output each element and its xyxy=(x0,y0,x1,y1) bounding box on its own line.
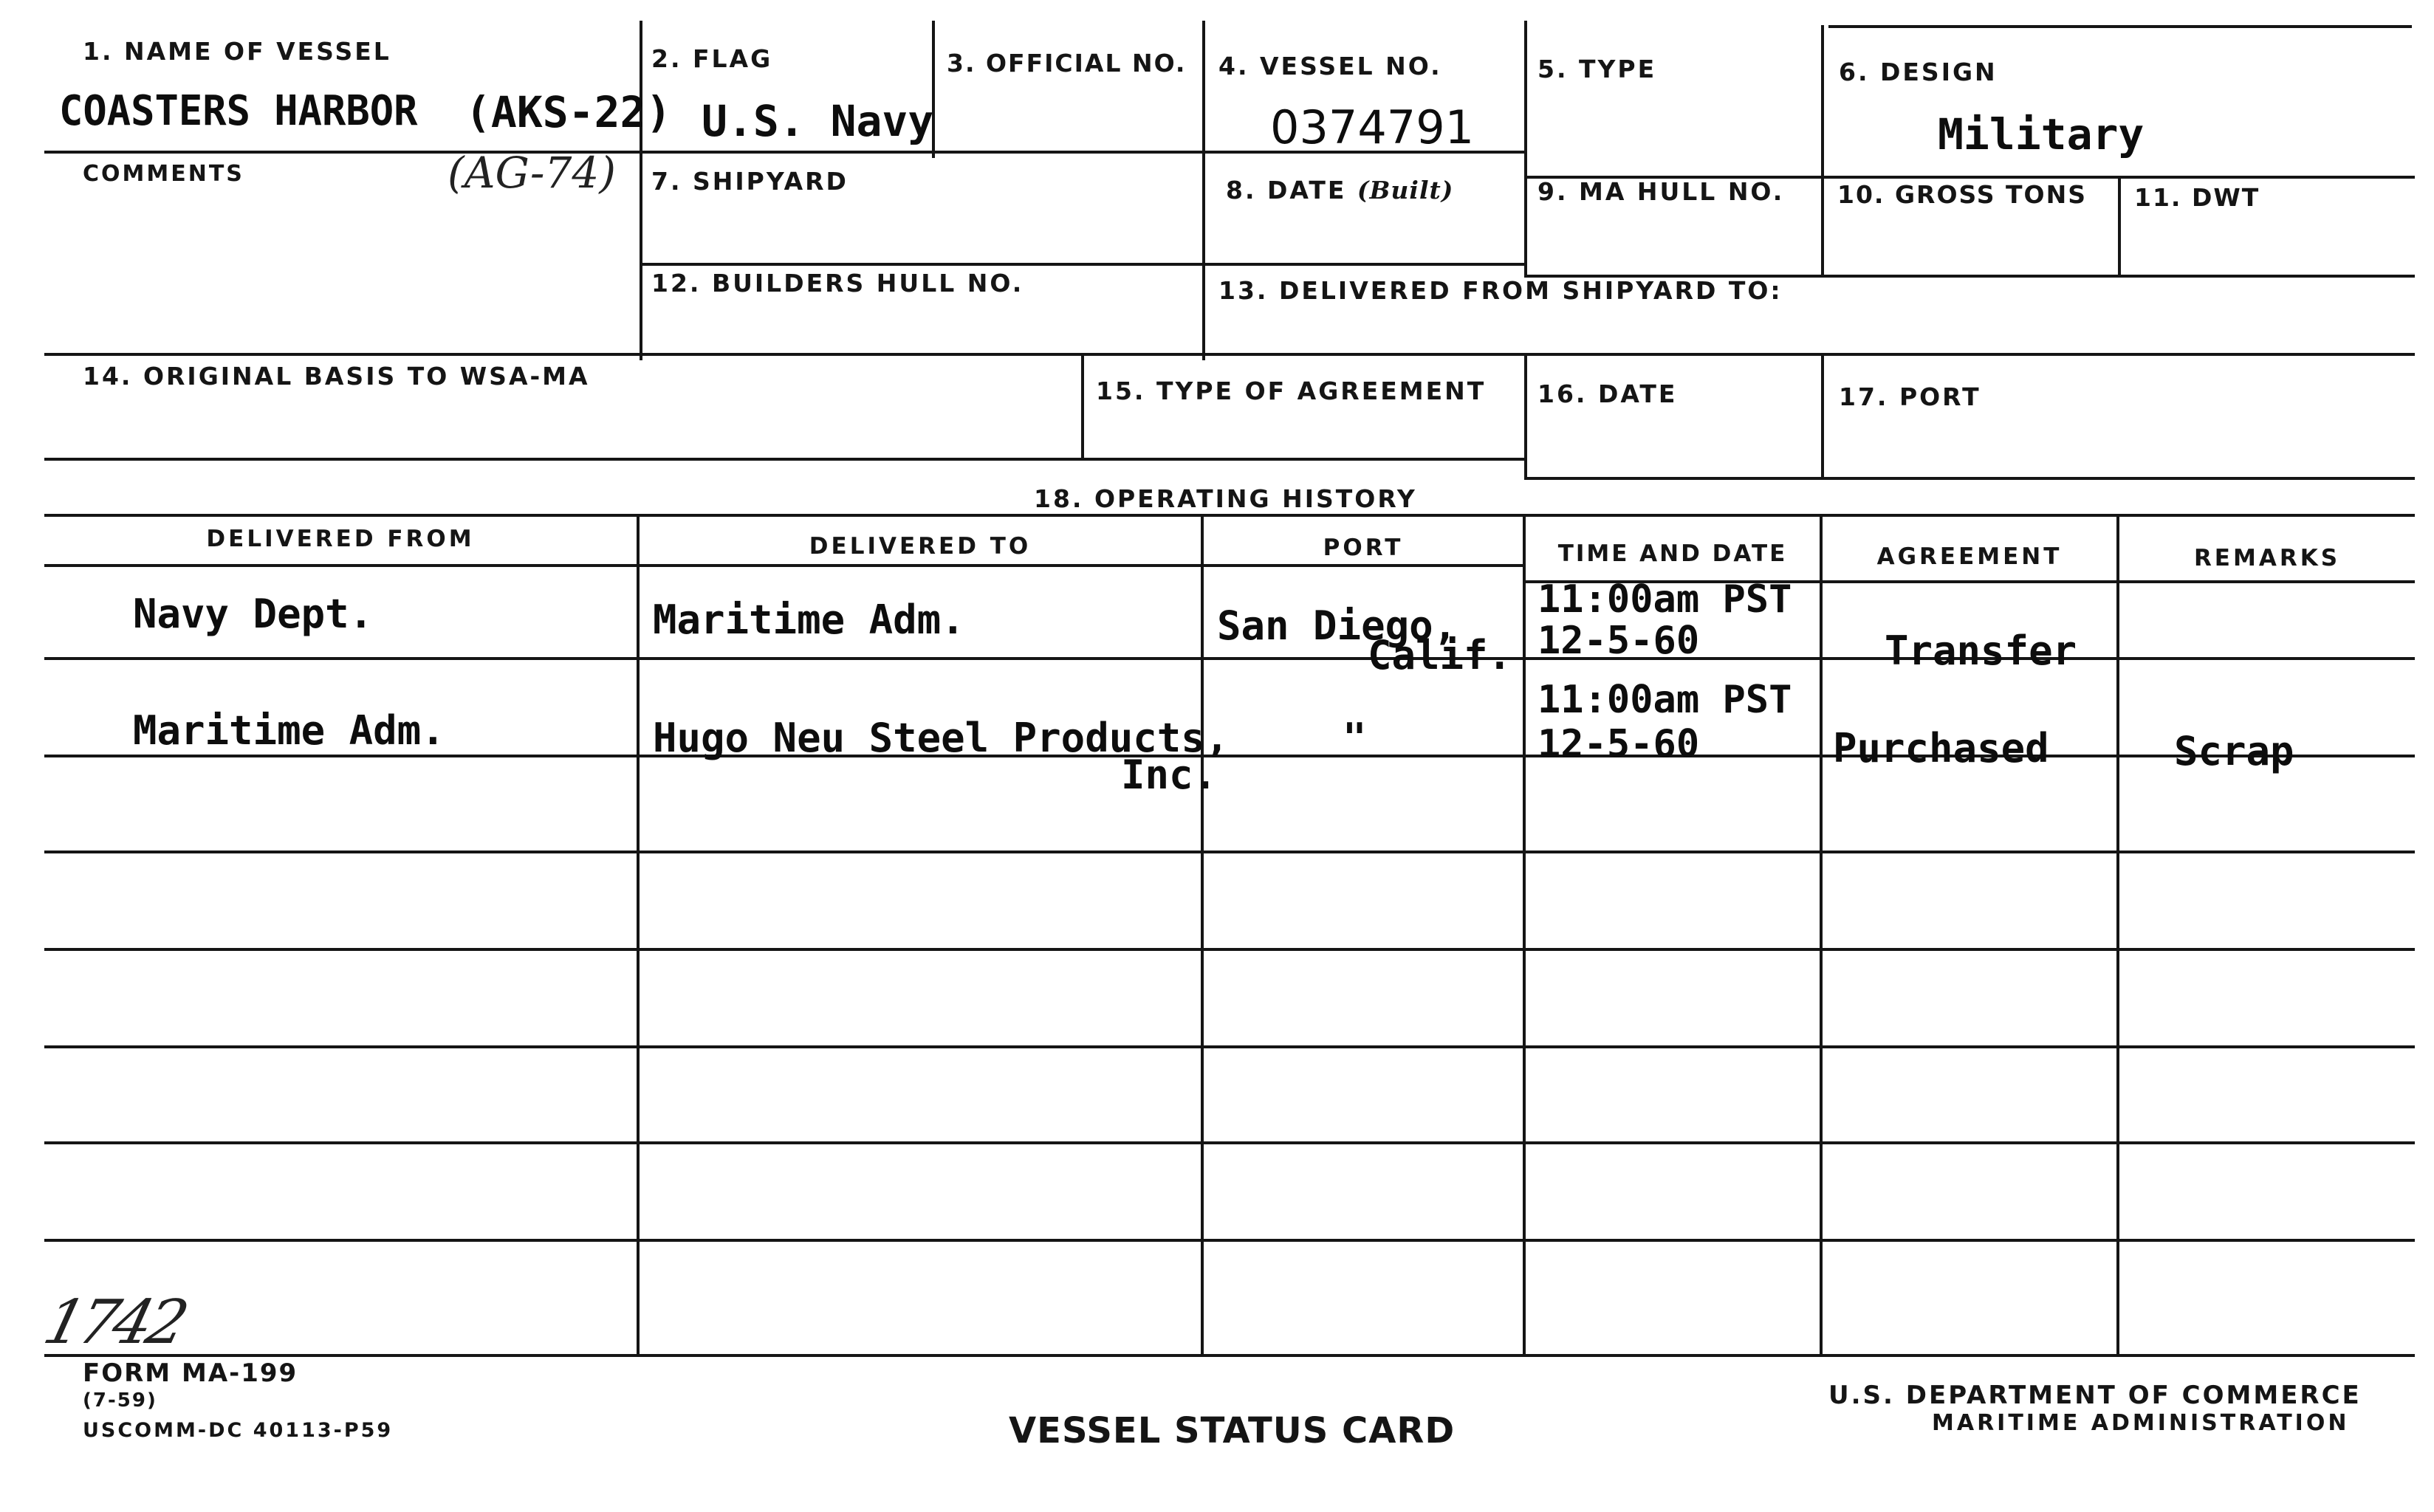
col-rule-hist-3 xyxy=(1523,514,1526,1355)
label-dwt: 11. DWT xyxy=(2134,183,2260,212)
label-shipyard: 7. SHIPYARD xyxy=(651,167,849,196)
label-builders-hull-no: 12. BUILDERS HULL NO. xyxy=(651,269,1024,298)
label-date-built xyxy=(1226,176,1453,205)
column-header-delivered-to: DELIVERED TO xyxy=(809,533,1032,560)
col-rule-type xyxy=(1524,21,1527,275)
label-vessel-no: 4. VESSEL NO. xyxy=(1218,52,1442,80)
form-date: (7-59) xyxy=(83,1389,157,1412)
rule-history-title xyxy=(44,514,2415,517)
col-rule-hist-5 xyxy=(2116,514,2119,1355)
col-rule-vessel-no xyxy=(1202,21,1205,360)
col-rule-port17 xyxy=(1821,353,1824,477)
rule-row4-bottom-left xyxy=(44,458,1526,461)
label-date-built-note: (Built) xyxy=(1357,176,1454,205)
rule-history-row-5 xyxy=(44,1045,2415,1048)
label-port-17: 17. PORT xyxy=(1839,382,1981,411)
label-type: 5. TYPE xyxy=(1537,55,1657,83)
rule-shipyard-bottom xyxy=(640,263,1526,266)
history-row-2-delivered-to: Hugo Neu Steel Products, xyxy=(653,715,1230,761)
label-date-built-text: 8. DATE xyxy=(1226,176,1347,205)
history-row-1-delivered-from: Navy Dept. xyxy=(133,591,374,637)
hull-designation-value: (AKS-22) xyxy=(465,87,672,137)
label-gross-tons: 10. GROSS TONS xyxy=(1837,180,2087,209)
label-operating-history: 18. OPERATING HISTORY xyxy=(1034,484,1417,513)
column-header-remarks: REMARKS xyxy=(2193,545,2341,571)
column-header-time-and-date: TIME AND DATE xyxy=(1557,540,1788,567)
handwritten-card-number: 1742 xyxy=(37,1288,191,1358)
col-rule-hist-1 xyxy=(637,514,640,1355)
flag-value: U.S. Navy xyxy=(702,96,934,146)
design-value: Military xyxy=(1938,109,2145,159)
history-row-2-remarks: Scrap xyxy=(2174,728,2294,774)
label-flag: 2. FLAG xyxy=(651,44,773,73)
history-row-2-delivered-to-line-2: Inc. xyxy=(1121,752,1218,798)
label-date-16: 16. DATE xyxy=(1537,379,1678,408)
rule-history-row-3 xyxy=(44,850,2415,853)
history-row-2-agreement: Purchased xyxy=(1833,725,2049,772)
history-row-2-port: " xyxy=(1343,715,1367,761)
rule-row3-bottom xyxy=(44,353,2415,356)
history-row-1-agreement: Transfer xyxy=(1885,628,2077,674)
label-type-of-agreement: 15. TYPE OF AGREEMENT xyxy=(1096,377,1487,405)
history-row-1-time: 11:00am PST xyxy=(1537,577,1792,622)
label-delivered-from-shipyard: 13. DELIVERED FROM SHIPYARD TO: xyxy=(1218,276,1783,305)
vessel-name-value: COASTERS HARBOR xyxy=(59,87,418,135)
label-ma-hull-no: 9. MA HULL NO. xyxy=(1537,177,1785,206)
history-row-2-delivered-from: Maritime Adm. xyxy=(133,707,445,754)
label-name-of-vessel: 1. NAME OF VESSEL xyxy=(83,37,391,66)
rule-history-header-left xyxy=(44,564,1526,567)
administration-name: MARITIME ADMINISTRATION xyxy=(1932,1410,2350,1436)
history-row-1-delivered-to: Maritime Adm. xyxy=(653,597,965,643)
col-rule-hist-2 xyxy=(1201,514,1204,1355)
label-official-no: 3. OFFICIAL NO. xyxy=(947,49,1187,78)
card-title: VESSEL STATUS CARD xyxy=(1009,1410,1456,1451)
label-original-basis: 14. ORIGINAL BASIS TO WSA-MA xyxy=(83,362,590,391)
col-rule-hist-4 xyxy=(1820,514,1823,1355)
rule-history-row-6 xyxy=(44,1141,2415,1144)
rule-row4-bottom-right xyxy=(1524,477,2415,480)
col-rule-flag xyxy=(640,21,642,360)
column-header-port: PORT xyxy=(1323,535,1404,561)
department-name: U.S. DEPARTMENT OF COMMERCE xyxy=(1828,1381,2362,1410)
column-header-agreement: AGREEMENT xyxy=(1876,543,2063,570)
label-design: 6. DESIGN xyxy=(1839,58,1998,86)
col-rule-dwt xyxy=(2118,176,2121,276)
col-rule-design xyxy=(1821,25,1824,276)
handwritten-hull-designation: (AG-74) xyxy=(448,148,616,198)
history-row-2-time: 11:00am PST xyxy=(1537,678,1792,722)
label-comments: COMMENTS xyxy=(83,161,244,187)
vessel-no-value: 0374791 xyxy=(1270,100,1475,154)
col-rule-agreement-type xyxy=(1081,353,1084,459)
rule-history-bottom xyxy=(44,1354,2415,1357)
history-row-1-port-line-2: Calif. xyxy=(1368,632,1512,678)
col-rule-date16 xyxy=(1524,353,1527,477)
history-row-2-date: 12-5-60 xyxy=(1537,722,1700,766)
print-code: USCOMM-DC 40113-P59 xyxy=(83,1419,394,1442)
rule-history-row-2 xyxy=(44,755,2415,757)
history-row-1-date: 12-5-60 xyxy=(1537,619,1700,663)
form-number: FORM MA-199 xyxy=(83,1358,298,1388)
history-row-1-port: San Diego, xyxy=(1217,602,1458,649)
column-header-delivered-from: DELIVERED FROM xyxy=(206,526,475,552)
rule-top-right xyxy=(1828,25,2412,28)
rule-history-row-7 xyxy=(44,1239,2415,1242)
rule-history-row-4 xyxy=(44,948,2415,951)
